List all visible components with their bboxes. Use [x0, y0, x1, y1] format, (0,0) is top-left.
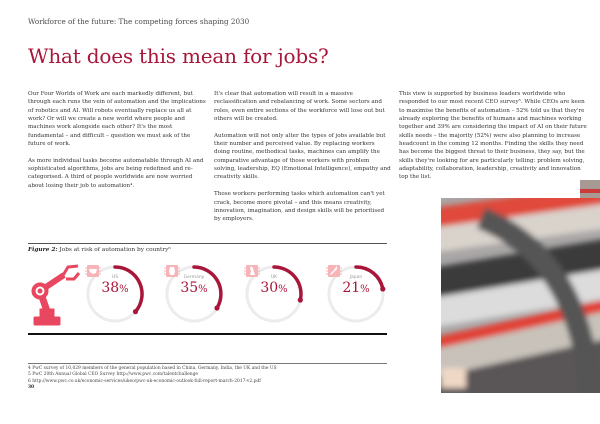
text-column-2: [214, 90, 392, 232]
text-column-1: [28, 90, 206, 199]
chip-uk-map-icon: [244, 264, 260, 278]
footnotes: [28, 363, 387, 392]
gauge-country: Japan: [349, 275, 363, 280]
gauge-country: Germany: [183, 275, 205, 280]
paragraph: It's clear that automation will result in a massive reclassification and rebalancing of work. Some sectors and roles, even entire sections of the workforce will lose out but others will be created.: [214, 91, 385, 123]
cables-photo: [441, 198, 600, 393]
divider: [28, 243, 387, 244]
chip-japan-map-icon: [326, 264, 342, 278]
paragraph: Automation will not only alter the types of jobs available but their number and perceived value. By replacing workers doing routine, methodical tasks, machines can amplify the comparative advantage of those workers with problem solving, leadership, EQ (Emotional Intelligence), empathy and creativity skills.: [214, 132, 391, 181]
gauge-us: [85, 264, 145, 324]
footnote: 4 PwC survey of 10,029 members of the general population based in China, Germany, India, the UK and the US: [28, 366, 277, 371]
gauge-country: US: [111, 275, 119, 280]
figure-jobs-at-risk: [28, 243, 387, 335]
chip-us-map-icon: [85, 264, 101, 278]
gauge-value: 35%: [180, 280, 208, 296]
gauge-value: 21%: [342, 280, 370, 296]
figure-caption: [28, 247, 171, 253]
paragraph: As more individual tasks become automatable through AI and sophisticated algorithms, jobs are being redefined and re-categorised. A third of people worldwide are now worried about losing their job to automation⁴.: [28, 157, 204, 189]
paragraph: Our Four Worlds of Work are each markedly different, but through each runs the vein of automation and the implications of robotics and AI. Will robots eventually replace us all at work? Or will we create a new world where people and machines work alongside each other? It's the most fundamental – and difficult – question we must ask of the future of work.: [28, 91, 206, 148]
photo-fragment: [580, 180, 600, 198]
footnote-link[interactable]: 5 PwC 20th Annual Global CEO Survey http://www.pwc.com/talentchallenge: [28, 372, 198, 378]
robot-arm-icon: [28, 261, 83, 331]
paragraph: Those workers performing tasks which automation can't yet crack, become more pivotal – and this means creativity, innovation, imagination, and design skills will be prioritised by employers.: [214, 191, 385, 223]
gauge-value: 30%: [260, 280, 288, 296]
footnote-link[interactable]: 6 http://www.pwc.co.uk/economic-services/ukeo/pwc-uk-economic-outlook-full-report-march-2017-v2.pdf: [28, 378, 261, 384]
text-column-3: [399, 90, 591, 190]
running-head: Workforce of the future: The competing forces shaping 2030: [28, 17, 250, 26]
gauge-value: 38%: [101, 280, 129, 296]
paragraph: This view is supported by business leaders worldwide who responded to our most recent CEO survey⁵. While CEOs are keen to maximise the benefits of automation – 52% told us that they're already exploring the benefits of humans and machines working together and 39% are considering the impact of AI on their future skills needs – the majority (52%) were also planning to increase headcount in the coming 12 months. Finding the skills they need has become the biggest threat to their business, they say, but the skills they're looking for are particularly telling: problem solving, adaptability, collaboration, leadership, creativity and innovation top the list.: [399, 91, 587, 181]
divider: [28, 333, 387, 335]
chip-germany-map-icon: [164, 264, 180, 278]
figure-label: Figure 2:: [28, 247, 58, 253]
gauge-japan: [326, 264, 386, 324]
gauge-germany: [164, 264, 224, 324]
gauge-country: UK: [270, 275, 278, 280]
figure-caption-text: Jobs at risk of automation by country⁶: [57, 247, 171, 253]
page-number: 30: [28, 385, 35, 391]
gauge-uk: [244, 264, 304, 324]
page-title: What does this mean for jobs?: [28, 44, 329, 68]
